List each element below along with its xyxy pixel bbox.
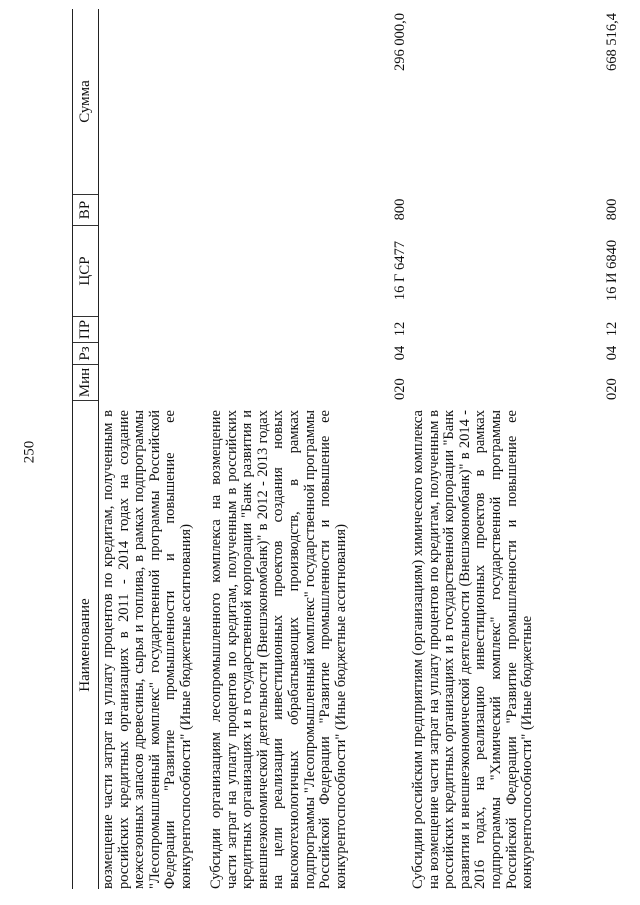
row-pr: 12 — [604, 321, 621, 337]
row-name: Субсидии российским предприятиям (организациям) химического комплекса на возмещение части затрат на уплату процентов по кредитам, полученным в российских кредитных организациях и в государственной корпорации "Банк развития и внешнеэкономической деятельности (Внешэкономбанк)" в 2014 - 2016 годах, на реализацию инвестиционных проектов в рамках подпрограммы "Химический комплекс" государственной программы Российской Федерации "Развитие промышленности и повышение ее конкурентоспособности" (Иные бюджетные — [410, 410, 536, 889]
row-csr: 16 Г 6477 — [392, 240, 409, 301]
table-row — [207, 9, 409, 889]
row-name: Субсидии организациям лесопромышленного комплекса на возмещение части затрат на уплату процентов по кредитам, полученным в российских кредитных организациях и в государственной корпорации "Банк развития и внешнеэкономической деятельности (Внешэкономбанк)" в 2012 - 2013 годах на цели реализации инвестиционных проектов создания новых высокотехнологичных обрабатывающих производств, в рамках подпрограммы "Лесопромышленный комплекс" государственной программы Российской Федерации "Развитие промышленности и повышение ее конкурентоспособности" (Иные бюджетные ассигнования) — [208, 410, 349, 889]
table-header — [72, 9, 99, 889]
row-vr — [101, 194, 207, 225]
row-min: 020 — [392, 378, 409, 400]
table-row — [99, 9, 207, 889]
row-rz — [101, 342, 207, 364]
table-row — [409, 9, 621, 889]
page-number: 250 — [21, 440, 38, 464]
row-pr: 12 — [392, 321, 409, 337]
row-csr — [101, 225, 207, 316]
header-pr: ПР — [73, 316, 98, 342]
header-csr: ЦСР — [73, 225, 98, 316]
rotated-page-content — [72, 9, 620, 889]
header-vr: ВР — [73, 194, 98, 225]
row-csr: 16 И 6840 — [604, 239, 621, 302]
row-min: 020 — [604, 378, 621, 400]
row-rz: 04 — [392, 345, 409, 361]
row-rz: 04 — [604, 345, 621, 361]
row-vr: 800 — [604, 198, 621, 221]
header-name: Наименование — [73, 400, 98, 889]
header-rz: Рз — [73, 342, 98, 364]
row-pr — [101, 316, 207, 342]
row-sum: 668 516,4 — [604, 13, 621, 71]
row-sum — [101, 9, 207, 194]
row-sum: 296 000,0 — [392, 13, 409, 71]
row-min — [101, 364, 207, 400]
row-name: возмещение части затрат на уплату процентов по кредитам, полученным в российских кредитных организациях в 2011 - 2014 годах на создание межсезонных запасов древесины, сырья и топлива, в рамках подпрограммы "Лесопромышленный комплекс" государственной программы Российской Федерации "Развитие промышленности и повышение ее конкурентоспособности" (Иные бюджетные ассигнования) — [100, 410, 194, 889]
header-sum: Сумма — [77, 80, 93, 123]
table-body — [99, 9, 621, 889]
row-vr: 800 — [392, 198, 409, 221]
header-min: Мин — [73, 364, 98, 400]
